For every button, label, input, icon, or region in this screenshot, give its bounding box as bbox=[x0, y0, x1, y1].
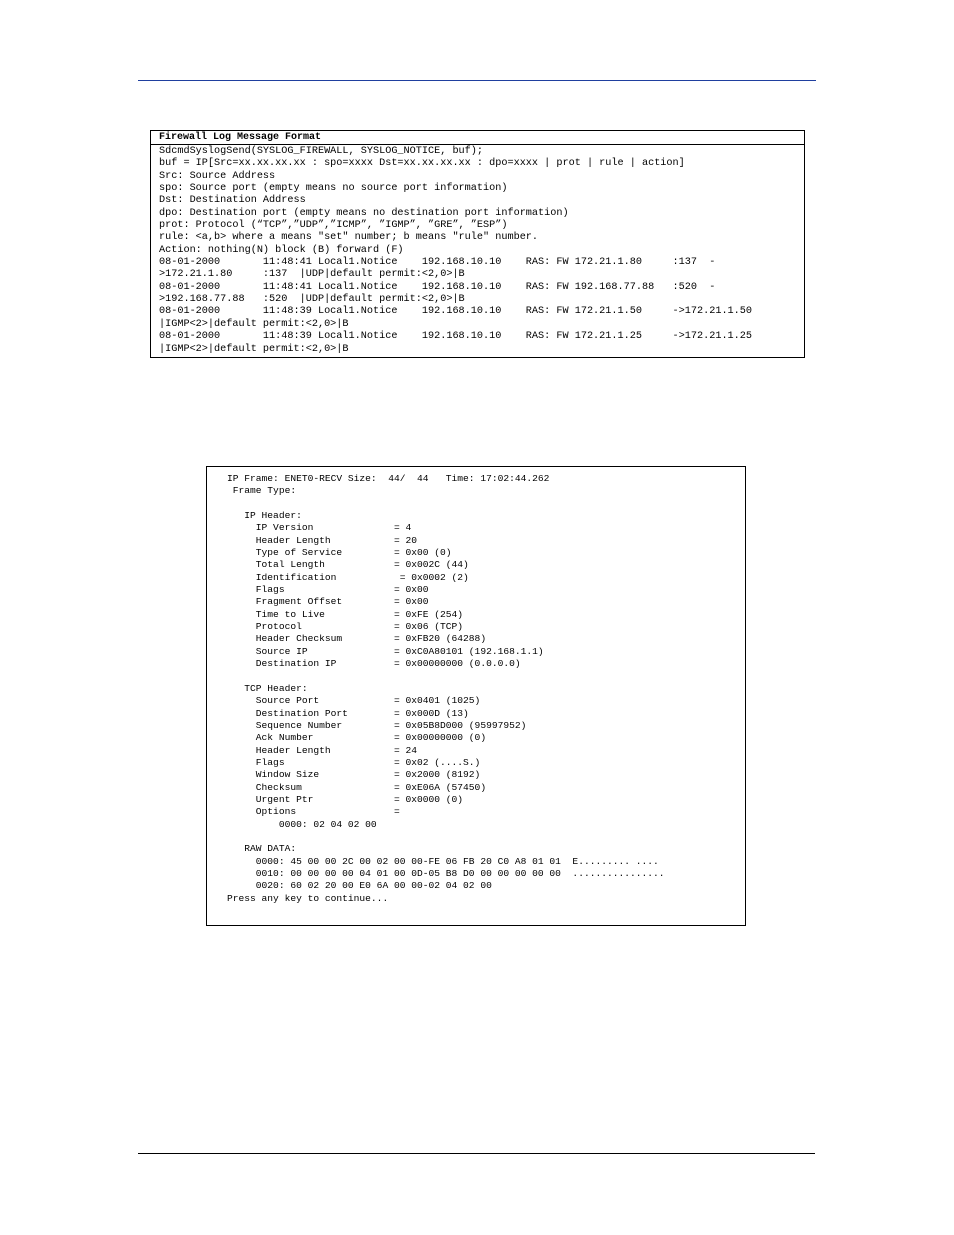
text-line: dpo: Destination port (empty means no destination port information) bbox=[159, 207, 569, 219]
text-line: Protocol = 0x06 (TCP) bbox=[227, 621, 464, 633]
text-line: Options = bbox=[227, 806, 400, 818]
text-line bbox=[227, 831, 745, 843]
text-line: Identification = 0x0002 (2) bbox=[227, 571, 469, 583]
text-line: Fragment Offset = 0x00 bbox=[227, 596, 429, 608]
text-line: >172.21.1.80 :137 |UDP|default permit:<2,0>|B bbox=[159, 269, 465, 281]
text-line: Header Checksum = 0xFB20 (64288) bbox=[227, 633, 487, 645]
text-line: IP Header: bbox=[227, 510, 302, 522]
text-line: Action: nothing(N) block (B) forward (F) bbox=[159, 244, 404, 256]
text-line: Type of Service = 0x00 (0) bbox=[227, 547, 452, 559]
text-line: Total Length = 0x002C (44) bbox=[227, 559, 469, 571]
text-line: Sequence Number = 0x05B8D000 (95997952) bbox=[227, 719, 527, 731]
text-line: prot: Protocol (“TCP”,”UDP”,”ICMP”, ”IGMP”, ”GRE”, ”ESP”) bbox=[159, 220, 508, 232]
text-line bbox=[227, 498, 745, 510]
text-line: 08-01-2000 11:48:41 Local1.Notice 192.168.10.10 RAS: FW 192.168.77.88 :520 - bbox=[159, 281, 716, 293]
text-line: 08-01-2000 11:48:41 Local1.Notice 192.168.10.10 RAS: FW 172.21.1.80 :137 - bbox=[159, 257, 716, 269]
text-line bbox=[227, 671, 745, 683]
text-line: IP Version = 4 bbox=[227, 522, 412, 534]
text-line: spo: Source port (empty means no source port information) bbox=[159, 183, 508, 195]
text-line: Urgent Ptr = 0x0000 (0) bbox=[227, 793, 464, 805]
text-line: |IGMP<2>|default permit:<2,0>|B bbox=[159, 318, 349, 330]
text-line: Header Length = 20 bbox=[227, 534, 417, 546]
text-line: |IGMP<2>|default permit:<2,0>|B bbox=[159, 343, 349, 355]
text-line: 0020: 60 02 20 00 E0 6A 00 00-02 04 02 00 bbox=[227, 880, 492, 892]
ip-frame-dump bbox=[206, 466, 746, 926]
text-line: 0010: 00 00 00 00 04 01 00 0D-05 B8 D0 00 00 00 00 00 ................ bbox=[227, 868, 665, 879]
text-line: Source IP = 0xC0A80101 (192.168.1.1) bbox=[227, 645, 544, 657]
text-line: Time to Live = 0xFE (254) bbox=[227, 608, 464, 620]
text-line: RAW DATA: bbox=[227, 843, 297, 855]
text-line: Flags = 0x02 (....S.) bbox=[227, 756, 481, 768]
text-line: 08-01-2000 11:48:39 Local1.Notice 192.168.10.10 RAS: FW 172.21.1.50 ->172.21.1.50 bbox=[159, 306, 753, 318]
text-line: rule: <a,b> where a means "set" number; b means "rule" number. bbox=[159, 232, 539, 244]
text-line: Dst: Destination Address bbox=[159, 195, 306, 207]
header-rule bbox=[138, 80, 816, 81]
text-line: Press any key to continue... bbox=[227, 892, 389, 904]
text-line: 0000: 02 04 02 00 bbox=[227, 818, 377, 830]
text-line: SdcmdSyslogSend(SYSLOG_FIREWALL, SYSLOG_NOTICE, buf); bbox=[159, 146, 484, 157]
text-line: Flags = 0x00 bbox=[227, 584, 429, 596]
text-line: buf = IP[Src=xx.xx.xx.xx : spo=xxxx Dst=xx.xx.xx.xx : dpo=xxxx | prot | rule | action] bbox=[159, 158, 685, 170]
text-line: Destination IP = 0x00000000 (0.0.0.0) bbox=[227, 658, 521, 670]
text-line: 08-01-2000 11:48:39 Local1.Notice 192.168.10.10 RAS: FW 172.21.1.25 ->172.21.1.25 bbox=[159, 331, 753, 343]
dump-text bbox=[207, 467, 745, 905]
text-line: Frame Type: bbox=[227, 485, 297, 497]
text-line: Window Size = 0x2000 (8192) bbox=[227, 769, 481, 781]
text-line: Header Length = 24 bbox=[227, 744, 417, 756]
text-line: 0000: 45 00 00 2C 00 02 00 00-FE 06 FB 20 C0 A8 01 01 E......... .... bbox=[227, 855, 659, 867]
text-line: Destination Port = 0x000D (13) bbox=[227, 707, 469, 719]
text-line: Checksum = 0xE06A (57450) bbox=[227, 781, 487, 793]
text-line: TCP Header: bbox=[227, 682, 308, 694]
text-line: Ack Number = 0x00000000 (0) bbox=[227, 732, 487, 744]
text-line: >192.168.77.88 :520 |UDP|default permit:<2,0>|B bbox=[159, 294, 465, 306]
table-title: Firewall Log Message Format bbox=[151, 131, 804, 145]
text-line: IP Frame: ENET0-RECV Size: 44/ 44 Time: 17:02:44.262 bbox=[227, 473, 550, 484]
table-body bbox=[151, 145, 804, 356]
firewall-log-format-table bbox=[150, 130, 805, 358]
text-line: Source Port = 0x0401 (1025) bbox=[227, 695, 481, 707]
text-line: Src: Source Address bbox=[159, 170, 276, 182]
footer-rule bbox=[138, 1153, 815, 1154]
